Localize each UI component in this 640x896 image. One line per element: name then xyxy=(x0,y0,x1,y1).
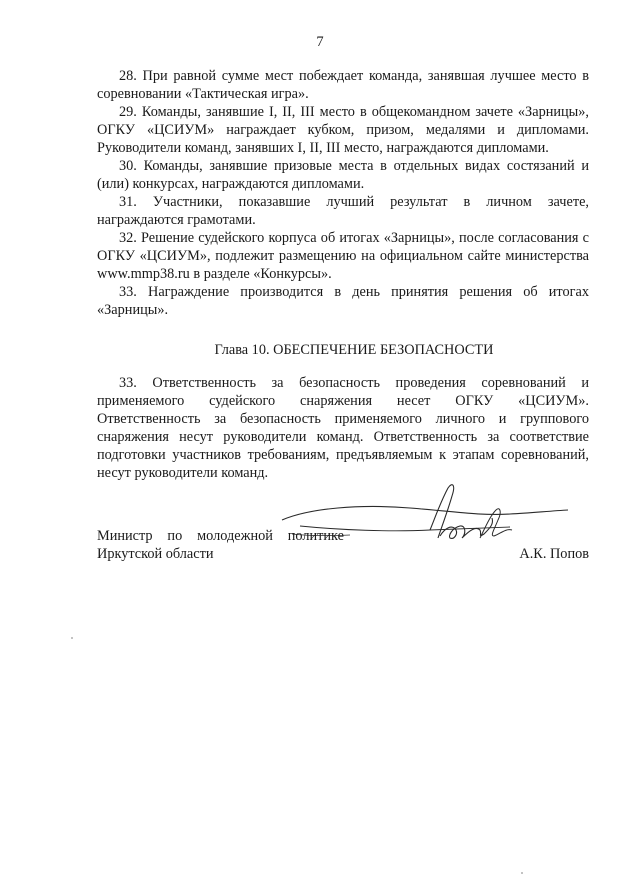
signature-block xyxy=(97,527,589,563)
chapter-heading: Глава 10. ОБЕСПЕЧЕНИЕ БЕЗОПАСНОСТИ xyxy=(214,342,494,358)
safety-section xyxy=(97,374,589,482)
scan-speck xyxy=(71,637,73,639)
signatory-row xyxy=(97,545,589,563)
signatory-position-line1: Министр по молодежной политике xyxy=(97,528,344,544)
paragraph-32: 32. Решение судейского корпуса об итогах «Зарницы», после согласования с ОГКУ «ЦСИУМ», подлежит размещению на официальном сайте министерства www.mmp38.ru в разделе «Конкурсы». xyxy=(97,230,589,282)
paragraph-28: 28. При равной сумме мест побеждает команда, занявшая лучшее место в соревновании «Тактическая игра». xyxy=(97,68,589,102)
paragraph-29: 29. Команды, занявшие I, II, III место в общекомандном зачете «Зарницы», ОГКУ «ЦСИУМ» награждает кубком, призом, медалями и дипломами. Руководители команд, занявших I, II, III место, награждаются дипломами. xyxy=(97,104,589,156)
paragraph-33-safety: 33. Ответственность за безопасность проведения соревнований и применяемого судейского снаряжения несет ОГКУ «ЦСИУМ». Ответственность за безопасность применяемого личного и группового снаряжения несут руководители команд. Ответственность за соответствие подготовки участников требованиям, предъявляемым к этапам соревнований, несут руководители команд. xyxy=(97,375,589,481)
page-number: 7 xyxy=(316,34,324,50)
paragraph-30: 30. Команды, занявшие призовые места в отдельных видах состязаний и (или) конкурсах, награждаются дипломами. xyxy=(97,158,589,192)
signatory-name: А.К. Попов xyxy=(519,546,589,562)
paragraph-31: 31. Участники, показавшие лучший результат в личном зачете, награждаются грамотами. xyxy=(97,194,589,228)
paragraph-33-awards: 33. Награждение производится в день принятия решения об итогах «Зарницы». xyxy=(97,284,589,318)
awards-section xyxy=(97,67,589,319)
signatory-position-line2: Иркутской области xyxy=(97,546,214,562)
scan-speck xyxy=(521,872,523,874)
